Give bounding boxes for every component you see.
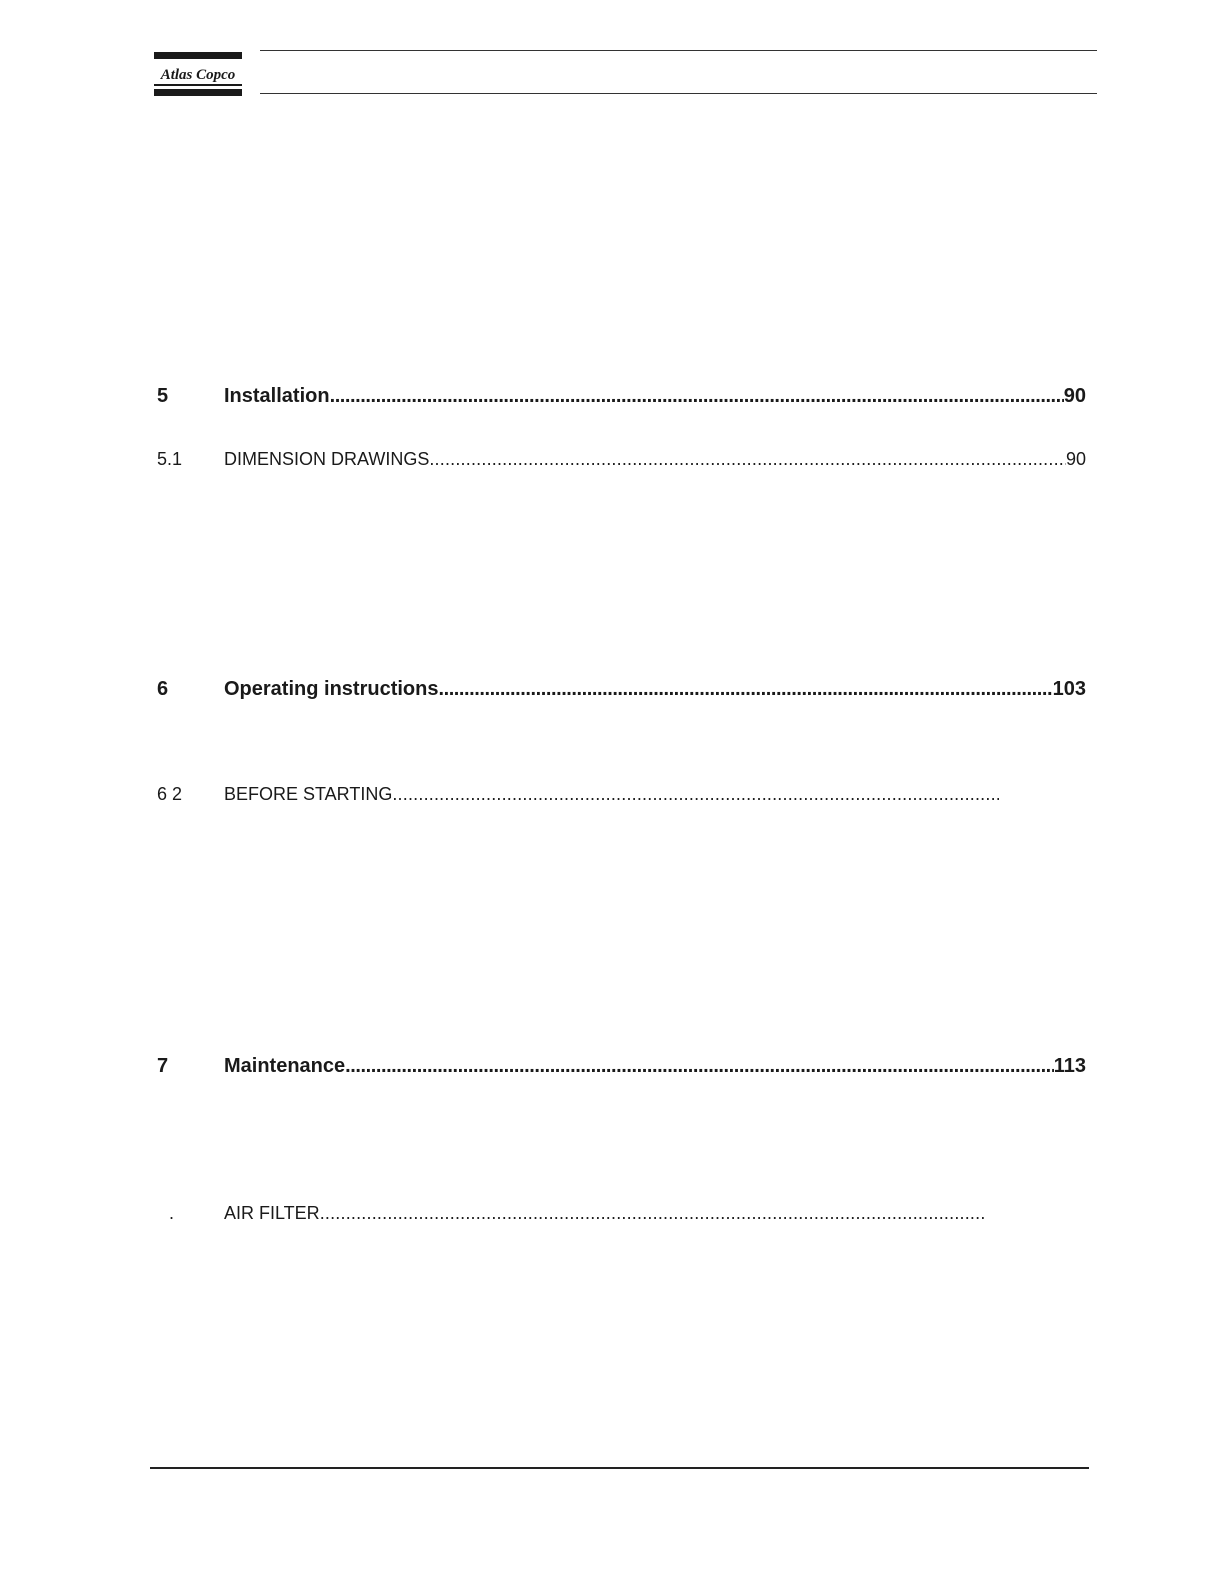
toc-leader	[345, 1055, 1054, 1078]
header-rule-top	[260, 50, 1097, 51]
toc-number: .	[169, 1203, 175, 1223]
toc-title: BEFORE STARTING	[224, 784, 393, 804]
atlas-copco-logo	[154, 52, 242, 96]
svg-text:Atlas Copco: Atlas Copco	[160, 67, 236, 83]
toc-title: Installation	[224, 385, 330, 407]
toc-chapter-7[interactable]	[157, 1055, 1086, 1078]
toc-leader	[320, 1203, 987, 1224]
toc-number: 6 2	[157, 784, 183, 804]
toc-number: 6	[157, 678, 169, 700]
toc-number: 5.1	[157, 449, 183, 469]
toc-section-air-filter[interactable]	[157, 1203, 987, 1224]
toc-title: Operating instructions	[224, 678, 439, 700]
toc-section-5-1[interactable]	[157, 449, 1086, 470]
toc-chapter-5[interactable]	[157, 385, 1086, 408]
header-rule-bottom	[260, 93, 1097, 94]
toc-number: 7	[157, 1055, 169, 1077]
toc-number: 5	[157, 385, 169, 407]
toc-title: AIR FILTER	[224, 1203, 320, 1223]
toc-page-number: 90	[1065, 449, 1086, 469]
toc-page-number: 103	[1052, 678, 1086, 700]
toc-title: Maintenance	[224, 1055, 346, 1077]
toc-page-number: 90	[1063, 385, 1086, 407]
toc-leader	[392, 784, 999, 805]
toc-section-6-2[interactable]	[157, 784, 999, 805]
toc-leader	[330, 385, 1064, 408]
toc-chapter-6[interactable]	[157, 678, 1086, 701]
toc-leader	[438, 678, 1052, 701]
toc-leader	[429, 449, 1066, 470]
toc-title: DIMENSION DRAWINGS	[224, 449, 430, 469]
toc-page-number: 113	[1053, 1055, 1086, 1077]
footer-rule	[150, 1467, 1089, 1469]
